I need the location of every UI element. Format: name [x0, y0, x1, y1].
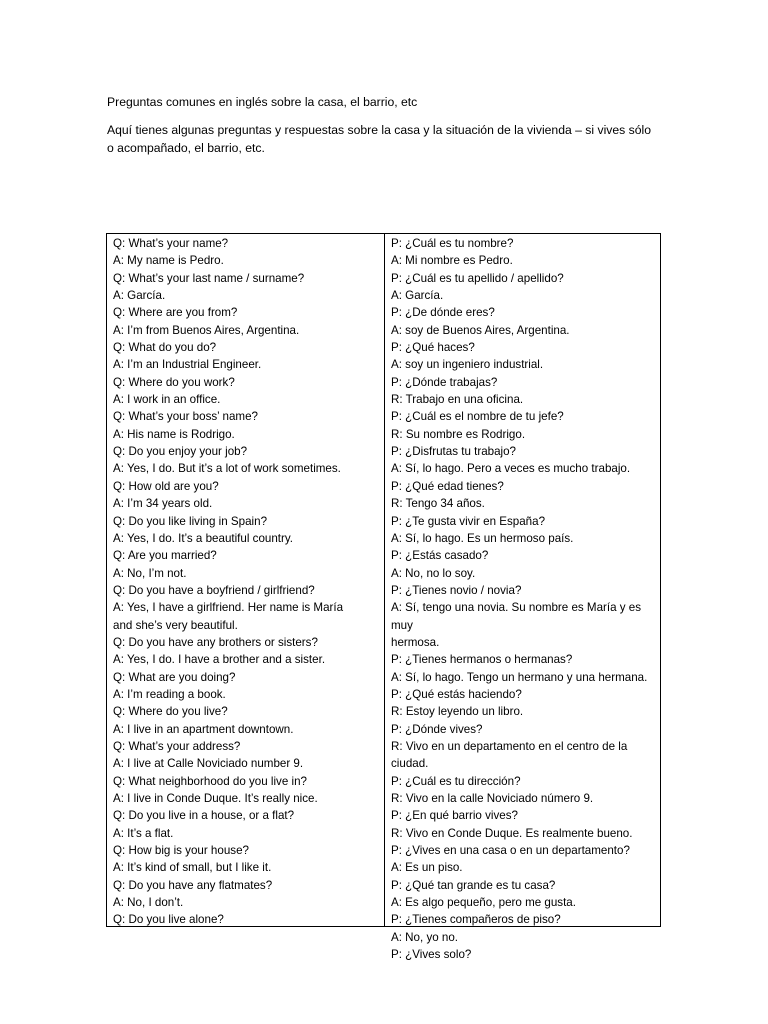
english-column	[107, 234, 385, 926]
spanish-line: P: ¿Vives solo?	[391, 948, 472, 962]
spanish-line: A: Sí, lo hago. Tengo un hermano y una hermana.	[391, 670, 648, 684]
spanish-line: A: Sí, lo hago. Es un hermoso país.	[391, 531, 574, 545]
english-line: A: I’m reading a book.	[113, 687, 226, 701]
spanish-line: A: soy de Buenos Aires, Argentina.	[391, 323, 570, 337]
spanish-line: P: ¿Estás casado?	[391, 549, 489, 563]
english-line: Q: Where do you live?	[113, 705, 228, 719]
english-line: A: No, I’m not.	[113, 566, 187, 580]
english-line: Q: Do you have any flatmates?	[113, 878, 273, 892]
english-line: A: I live at Calle Noviciado number 9.	[113, 757, 304, 771]
spanish-line: P: ¿Qué tan grande es tu casa?	[391, 878, 556, 892]
spanish-line: P: ¿Cuál es tu apellido / apellido?	[391, 271, 564, 285]
english-line: Q: Do you live alone?	[113, 913, 224, 927]
spanish-line: P: ¿Dónde trabajas?	[391, 375, 498, 389]
spanish-line: P: ¿Cuál es tu nombre?	[391, 237, 514, 250]
spanish-line: A: Mi nombre es Pedro.	[391, 254, 513, 268]
spanish-line: A: Sí, lo hago. Pero a veces es mucho trabajo.	[391, 462, 631, 476]
spanish-column	[385, 234, 660, 962]
spanish-line: P: ¿Cuál es el nombre de tu jefe?	[391, 410, 564, 424]
english-line: Q: Do you live in a house, or a flat?	[113, 809, 295, 823]
english-line: A: I work in an office.	[113, 393, 221, 407]
english-line: A: García.	[113, 289, 166, 303]
spanish-line: P: ¿Tienes compañeros de piso?	[391, 913, 561, 927]
spanish-line: hermosa.	[391, 635, 440, 649]
english-line: A: Yes, I do. But it’s a lot of work sometimes.	[113, 462, 341, 476]
english-line: A: His name is Rodrigo.	[113, 427, 235, 441]
english-line: A: Yes, I do. I have a brother and a sister.	[113, 653, 326, 667]
english-line: Q: What’s your name?	[113, 237, 229, 250]
english-line: A: I live in Conde Duque. It’s really nice.	[113, 792, 318, 805]
english-line: Q: How old are you?	[113, 479, 219, 493]
english-line: Q: What do you do?	[113, 341, 217, 355]
spanish-line: P: ¿Qué haces?	[391, 341, 475, 355]
spanish-line: R: Su nombre es Rodrigo.	[391, 427, 526, 441]
english-line: A: I’m 34 years old.	[113, 497, 213, 511]
intro-line: o acompañado, el barrio, etc.	[107, 140, 265, 155]
english-line: Q: Do you enjoy your job?	[113, 445, 248, 459]
qa-table	[106, 233, 661, 962]
english-line: Q: What’s your boss’ name?	[113, 410, 258, 424]
spanish-line: P: ¿Disfrutas tu trabajo?	[391, 445, 517, 459]
spanish-line: A: Sí, tengo una novia. Su nombre es María y es muy	[391, 601, 642, 632]
english-line: Q: Do you have any brothers or sisters?	[113, 635, 318, 649]
english-line: A: Yes, I have a girlfriend. Her name is María	[113, 601, 344, 615]
english-line: Q: Do you like living in Spain?	[113, 514, 268, 528]
english-line: Q: What are you doing?	[113, 670, 236, 684]
english-line: Q: Where are you from?	[113, 306, 238, 320]
english-line: A: Yes, I do. It’s a beautiful country.	[113, 531, 294, 545]
spanish-line: A: No, no lo soy.	[391, 566, 476, 580]
spanish-line: A: Es un piso.	[391, 861, 463, 875]
spanish-line: P: ¿Vives en una casa o en un departamento?	[391, 844, 630, 858]
spanish-line: R: Trabajo en una oficina.	[391, 393, 524, 407]
spanish-line: P: ¿Dónde vives?	[391, 722, 483, 736]
spanish-line: R: Tengo 34 años.	[391, 497, 485, 511]
english-line: A: I live in an apartment downtown.	[113, 722, 294, 736]
spanish-line: P: ¿Qué edad tienes?	[391, 479, 504, 493]
intro-line: Aquí tienes algunas preguntas y respuestas sobre la casa y la situación de la vivienda – si vives sólo	[107, 123, 652, 137]
english-line: A: It’s kind of small, but I like it.	[113, 861, 272, 875]
english-line: Q: Do you have a boyfriend / girlfriend?	[113, 583, 315, 597]
english-line: A: My name is Pedro.	[113, 254, 224, 268]
spanish-line: R: Estoy leyendo un libro.	[391, 705, 524, 719]
english-line: A: I’m an Industrial Engineer.	[113, 358, 262, 372]
english-line: Q: Are you married?	[113, 549, 217, 563]
spanish-line: P: ¿Te gusta vivir en España?	[391, 514, 546, 528]
intro-paragraph	[107, 122, 667, 157]
spanish-line: A: García.	[391, 289, 444, 303]
english-line: and she’s very beautiful.	[113, 618, 238, 632]
spanish-line: P: ¿Qué estás haciendo?	[391, 687, 522, 701]
spanish-line: A: soy un ingeniero industrial.	[391, 358, 544, 372]
document-title: Preguntas comunes en inglés sobre la casa, el barrio, etc	[107, 95, 418, 109]
spanish-line: A: Es algo pequeño, pero me gusta.	[391, 896, 576, 910]
english-line: Q: Where do you work?	[113, 375, 235, 389]
english-line: Q: What’s your last name / surname?	[113, 271, 305, 285]
english-line: A: No, I don’t.	[113, 896, 184, 910]
spanish-line: R: Vivo en la calle Noviciado número 9.	[391, 792, 594, 805]
english-line: Q: What’s your address?	[113, 739, 241, 753]
spanish-line: R: Vivo en un departamento en el centro de la ciudad.	[391, 739, 628, 771]
spanish-line: R: Vivo en Conde Duque. Es realmente bueno.	[391, 826, 633, 840]
spanish-line: P: ¿Tienes hermanos o hermanas?	[391, 653, 573, 667]
english-line: A: I’m from Buenos Aires, Argentina.	[113, 323, 300, 337]
spanish-line: P: ¿De dónde eres?	[391, 306, 495, 320]
spanish-line: A: No, yo no.	[391, 930, 459, 944]
spanish-line: P: ¿Tienes novio / novia?	[391, 583, 522, 597]
english-line: A: It’s a flat.	[113, 826, 174, 840]
spanish-line: P: ¿En qué barrio vives?	[391, 809, 518, 823]
english-line: Q: How big is your house?	[113, 844, 249, 858]
spanish-line: P: ¿Cuál es tu dirección?	[391, 774, 521, 788]
english-line: Q: What neighborhood do you live in?	[113, 774, 307, 788]
